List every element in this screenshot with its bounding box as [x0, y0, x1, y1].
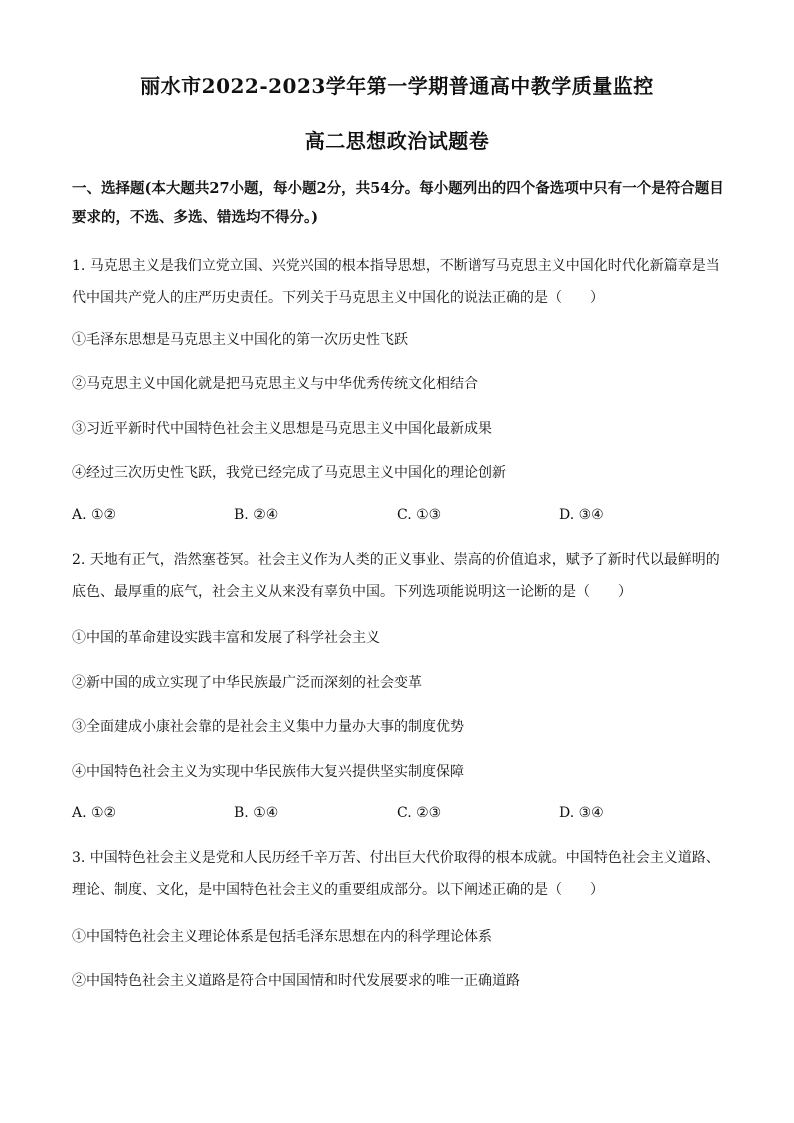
question-1-option-c: C. ①③ [397, 507, 442, 523]
question-3-stem: 3. 中国特色社会主义是党和人民历经千辛万苦、付出巨大代价取得的根本成就。中国特色社会主义道路、理论、制度、文化，是中国特色社会主义的重要组成部分。以下阐述正确的是（ ） [72, 850, 720, 898]
question-1-statement-3: ③习近平新时代中国特色社会主义思想是马克思主义中国化最新成果 [72, 421, 492, 437]
question-2-statement-4: ④中国特色社会主义为实现中华民族伟大复兴提供坚实制度保障 [72, 764, 464, 780]
exam-subtitle: 高二思想政治试题卷 [304, 129, 490, 153]
question-1-option-a: A. ①② [72, 507, 117, 523]
question-3-statement-1: ①中国特色社会主义理论体系是包括毛泽东思想在内的科学理论体系 [72, 929, 492, 945]
question-2-statement-1: ①中国的革命建设实践丰富和发展了科学社会主义 [72, 630, 380, 646]
question-1-statement-1: ①毛泽东思想是马克思主义中国化的第一次历史性飞跃 [72, 332, 408, 348]
question-1-option-d: D. ③④ [559, 507, 604, 523]
question-2-option-d: D. ③④ [559, 805, 604, 821]
question-1-statement-4: ④经过三次历史性飞跃，我党已经完成了马克思主义中国化的理论创新 [72, 465, 506, 481]
exam-title: 丽水市2022-2023学年第一学期普通高中教学质量监控 [140, 74, 654, 98]
question-2-option-b: B. ①④ [234, 805, 279, 821]
question-2-statement-3: ③全面建成小康社会靠的是社会主义集中力量办大事的制度优势 [72, 719, 464, 735]
question-1-options [72, 507, 732, 527]
section-heading: 一、选择题(本大题共27小题，每小题2分，共54分。每小题列出的四个备选项中只有一个是符合题目要求的，不选、多选、错选均不得分。) [72, 180, 724, 226]
question-1-statement-2: ②马克思主义中国化就是把马克思主义与中华优秀传统文化相结合 [72, 376, 478, 392]
question-2-stem: 2. 天地有正气，浩然塞苍冥。社会主义作为人类的正义事业、崇高的价值追求，赋予了新时代以最鲜明的底色、最厚重的底气，社会主义从来没有辜负中国。下列选项能说明这一论断的是（ ） [72, 552, 720, 600]
question-3-statement-2: ②中国特色社会主义道路是符合中国国情和时代发展要求的唯一正确道路 [72, 973, 520, 989]
question-1-option-b: B. ②④ [234, 507, 279, 523]
question-2-statement-2: ②新中国的成立实现了中华民族最广泛而深刻的社会变革 [72, 675, 422, 691]
question-2-options [72, 805, 732, 825]
question-2-option-a: A. ①② [72, 805, 117, 821]
question-1-stem: 1. 马克思主义是我们立党立国、兴党兴国的根本指导思想，不断谱写马克思主义中国化时代化新篇章是当代中国共产党人的庄严历史责任。下列关于马克思主义中国化的说法正确的是（ ） [72, 258, 720, 306]
question-2-option-c: C. ②③ [397, 805, 442, 821]
